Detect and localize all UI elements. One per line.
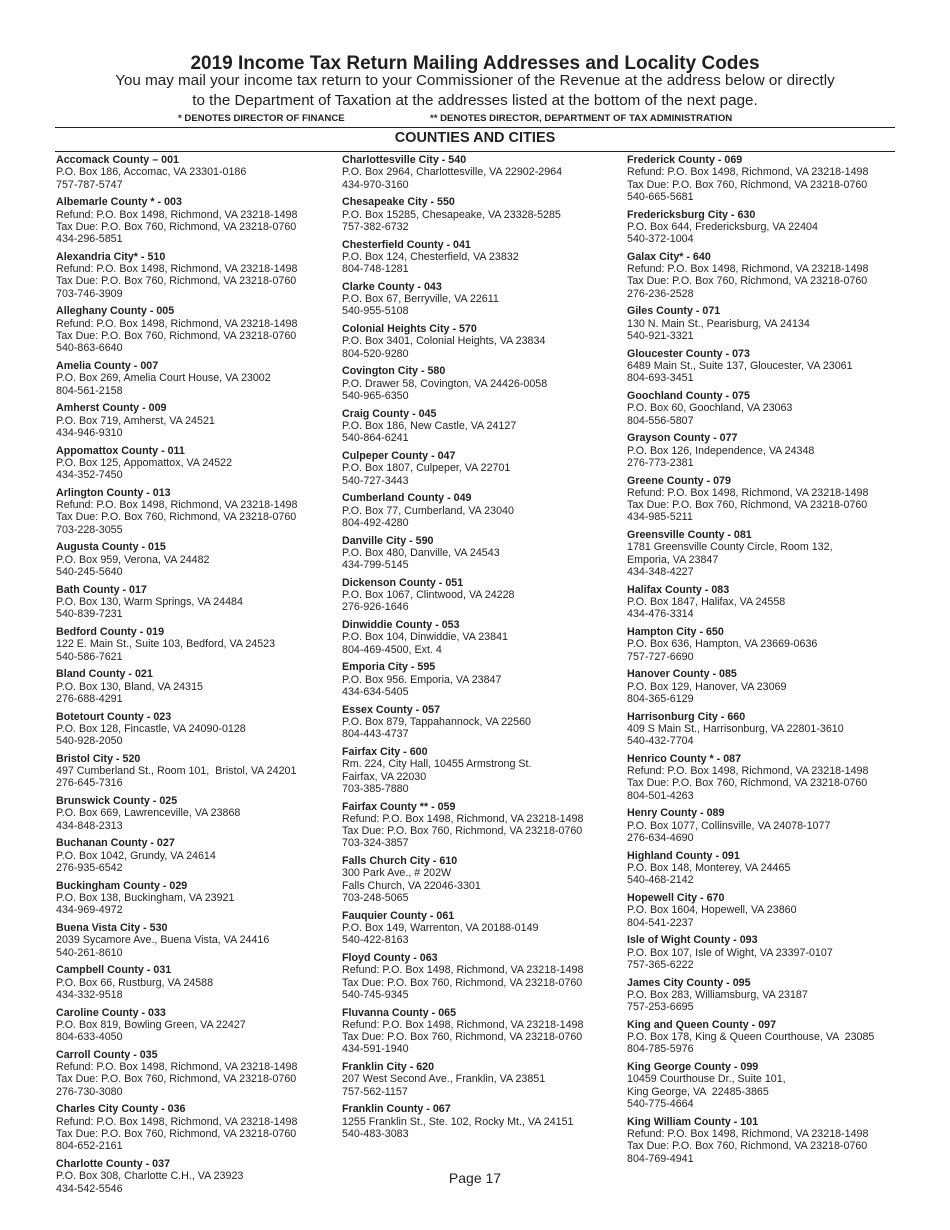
locality-name: Emporia City - 595 xyxy=(342,661,436,674)
locality-entry xyxy=(342,1103,617,1140)
locality-address-line: King George, VA 22485-3865 xyxy=(627,1085,769,1098)
locality-address-line: 804-469-4500, Ext. 4 xyxy=(342,643,442,656)
locality-address-line: 434-634-5405 xyxy=(342,685,409,698)
locality-address-line: P.O. Box 719, Amherst, VA 24521 xyxy=(56,414,215,427)
page-subtitle xyxy=(0,71,950,111)
locality-address-line: P.O. Box 1077, Collinsville, VA 24078-1077 xyxy=(627,819,831,832)
locality-name: Halifax County - 083 xyxy=(627,583,730,596)
locality-address-line: 804-541-2237 xyxy=(627,916,694,929)
locality-entry xyxy=(627,529,902,578)
locality-address-line: Refund: P.O. Box 1498, Richmond, VA 23218-1498 xyxy=(56,208,298,221)
locality-address-line: Tax Due: P.O. Box 760, Richmond, VA 23218-0760 xyxy=(56,1127,297,1140)
locality-address-line: P.O. Box 879, Tappahannock, VA 22560 xyxy=(342,715,531,728)
locality-name: Cumberland County - 049 xyxy=(342,492,472,505)
locality-name: Franklin City - 620 xyxy=(342,1061,435,1074)
locality-address-line: 434-848-2313 xyxy=(56,819,123,832)
locality-entry xyxy=(342,492,617,529)
section-heading: COUNTIES AND CITIES xyxy=(394,130,556,146)
locality-entry xyxy=(342,154,617,191)
locality-entry xyxy=(342,323,617,360)
locality-entry xyxy=(627,934,902,971)
locality-name: Danville City - 590 xyxy=(342,534,434,547)
locality-address-line: Refund: P.O. Box 1498, Richmond, VA 23218-1498 xyxy=(627,486,869,499)
locality-address-line: P.O. Box 186, New Castle, VA 24127 xyxy=(342,419,517,432)
locality-name: Grayson County - 077 xyxy=(627,432,738,445)
locality-address-line: 540-483-3083 xyxy=(342,1127,409,1140)
locality-address-line: 540-665-5681 xyxy=(627,190,694,203)
note-director-of-finance: * DENOTES DIRECTOR OF FINANCE xyxy=(178,113,345,124)
locality-name: Fairfax City - 600 xyxy=(342,745,428,758)
locality-address-line: P.O. Box 107, Isle of Wight, VA 23397-0107 xyxy=(627,946,833,959)
locality-address-line: P.O. Box 149, Warrenton, VA 20188-0149 xyxy=(342,921,539,934)
locality-address-line: P.O. Box 2964, Charlottesville, VA 22902-2964 xyxy=(342,166,563,179)
locality-name: Charlotte County - 037 xyxy=(56,1157,171,1170)
locality-entry xyxy=(56,1007,331,1044)
locality-address-line: P.O. Box 3401, Colonial Heights, VA 23834 xyxy=(342,335,546,348)
locality-address-line: 409 S Main St., Harrisonburg, VA 22801-3610 xyxy=(627,722,844,735)
locality-address-line: Tax Due: P.O. Box 760, Richmond, VA 23218-0760 xyxy=(56,220,297,233)
locality-address-line: 540-965-6350 xyxy=(342,390,409,402)
locality-name: Alexandria City* - 510 xyxy=(56,250,166,263)
locality-name: Albemarle County * - 003 xyxy=(56,196,182,209)
locality-address-line: P.O. Box 148, Monterey, VA 24465 xyxy=(627,862,791,874)
locality-entry xyxy=(56,964,331,1001)
locality-address-line: 434-332-9518 xyxy=(56,988,123,1001)
locality-entry xyxy=(627,251,902,300)
locality-name: Campbell County - 031 xyxy=(56,964,172,977)
locality-name: Falls Church City - 610 xyxy=(342,855,458,868)
locality-name: Dinwiddie County - 053 xyxy=(342,619,460,632)
divider-bottom xyxy=(55,151,895,152)
locality-address-line: 804-785-5976 xyxy=(627,1043,694,1056)
locality-entry xyxy=(56,626,331,663)
locality-entry xyxy=(342,855,617,904)
locality-entry xyxy=(627,668,902,705)
locality-entry xyxy=(56,251,331,300)
locality-column-2 xyxy=(342,154,617,1146)
locality-address-line: 757-365-6222 xyxy=(627,958,694,971)
page-number: Page 17 xyxy=(448,1170,502,1186)
locality-address-line: 276-236-2528 xyxy=(627,287,694,300)
locality-address-line: Refund: P.O. Box 1498, Richmond, VA 23218-1498 xyxy=(56,499,298,512)
locality-address-line: 804-365-6129 xyxy=(627,692,694,705)
locality-address-line: Tax Due: P.O. Box 760, Richmond, VA 23218-0760 xyxy=(56,1073,297,1086)
locality-address-line: Refund: P.O. Box 1498, Richmond, VA 23218-1498 xyxy=(627,166,869,179)
locality-address-line: 276-645-7316 xyxy=(56,777,123,790)
locality-address-line: 1255 Franklin St., Ste. 102, Rocky Mt., VA 24151 xyxy=(342,1115,574,1128)
locality-address-line: 434-970-3160 xyxy=(342,178,409,191)
locality-entry xyxy=(56,795,331,832)
locality-entry xyxy=(56,1103,331,1152)
locality-address-line: P.O. Box 644, Fredericksburg, VA 22404 xyxy=(627,220,818,233)
locality-address-line: P.O. Box 819, Bowling Green, VA 22427 xyxy=(56,1018,246,1031)
locality-entry xyxy=(342,450,617,487)
locality-entry xyxy=(342,910,617,947)
locality-address-line: 540-727-3443 xyxy=(342,474,409,487)
locality-name: Arlington County - 013 xyxy=(56,486,171,499)
locality-entry xyxy=(56,487,331,536)
locality-name: Bland County - 021 xyxy=(56,668,153,681)
locality-column-3 xyxy=(627,154,902,1170)
locality-entry xyxy=(342,746,617,795)
locality-address-line: 757-253-6695 xyxy=(627,1001,694,1014)
locality-address-line: 434-946-9310 xyxy=(56,426,123,439)
locality-address-line: 540-745-9345 xyxy=(342,988,409,1001)
locality-name: Craig County - 045 xyxy=(342,407,437,420)
locality-entry xyxy=(342,704,617,741)
locality-address-line: 434-476-3314 xyxy=(627,608,694,621)
locality-address-line: P.O. Box 956. Emporia, VA 23847 xyxy=(342,673,502,686)
locality-address-line: P.O. Box 15285, Chesapeake, VA 23328-5285 xyxy=(342,208,561,221)
locality-address-line: 703-324-3857 xyxy=(342,837,409,850)
locality-entry xyxy=(56,541,331,578)
locality-entry xyxy=(627,154,902,203)
locality-address-line: Fairfax, VA 22030 xyxy=(342,770,427,783)
locality-address-line: P.O. Box 1604, Hopewell, VA 23860 xyxy=(627,904,797,917)
note-director-tax-administration: ** DENOTES DIRECTOR, DEPARTMENT OF TAX ADMINISTRATION xyxy=(430,113,733,124)
locality-address-line: 122 E. Main St., Suite 103, Bedford, VA 24523 xyxy=(56,638,276,651)
locality-address-line: Tax Due: P.O. Box 760, Richmond, VA 23218-0760 xyxy=(56,511,297,524)
locality-address-line: P.O. Box 67, Berryville, VA 22611 xyxy=(342,293,499,306)
locality-entry xyxy=(56,196,331,245)
locality-address-line: 540-586-7621 xyxy=(56,650,123,663)
locality-address-line: Refund: P.O. Box 1498, Richmond, VA 23218-1498 xyxy=(56,1061,298,1074)
locality-address-line: 540-775-4664 xyxy=(627,1098,694,1110)
locality-address-line: 1781 Greensville County Circle, Room 132, xyxy=(627,541,833,554)
divider-top xyxy=(55,127,895,128)
locality-entry xyxy=(342,801,617,850)
locality-address-line: 540-468-2142 xyxy=(627,874,694,887)
locality-address-line: 540-863-6640 xyxy=(56,342,123,355)
locality-entry xyxy=(342,619,617,656)
locality-address-line: 703-385-7880 xyxy=(342,782,409,795)
locality-address-line: Tax Due: P.O. Box 760, Richmond, VA 23218-0760 xyxy=(342,1031,583,1044)
locality-address-line: 540-864-6241 xyxy=(342,432,409,445)
locality-address-line: P.O. Box 138, Buckingham, VA 23921 xyxy=(56,891,235,904)
locality-address-line: 804-769-4941 xyxy=(627,1152,694,1165)
locality-address-line: 540-422-8163 xyxy=(342,934,409,947)
locality-address-line: 434-591-1940 xyxy=(342,1043,409,1056)
locality-name: Charles City County - 036 xyxy=(56,1103,186,1116)
locality-entry xyxy=(342,281,617,318)
locality-entry xyxy=(342,239,617,276)
locality-address-line: 2039 Sycamore Ave., Buena Vista, VA 24416 xyxy=(56,934,270,947)
locality-address-line: P.O. Box 308, Charlotte C.H., VA 23923 xyxy=(56,1170,244,1183)
locality-entry xyxy=(627,1019,902,1056)
locality-entry xyxy=(627,348,902,385)
locality-name: Floyd County - 063 xyxy=(342,951,438,964)
locality-name: King George County - 099 xyxy=(627,1061,759,1074)
locality-address-line: 276-634-4690 xyxy=(627,832,694,845)
locality-address-line: Refund: P.O. Box 1498, Richmond, VA 23218-1498 xyxy=(342,812,584,825)
locality-entry xyxy=(627,892,902,929)
locality-address-line: 10459 Courthouse Dr., Suite 101, xyxy=(627,1073,786,1086)
locality-address-line: 434-296-5851 xyxy=(56,233,123,246)
locality-address-line: Tax Due: P.O. Box 760, Richmond, VA 23218-0760 xyxy=(627,1140,868,1153)
subtitle-line-1: You may mail your income tax return to your Commissioner of the Revenue at the address below or directly xyxy=(115,72,835,89)
locality-name: Augusta County - 015 xyxy=(56,541,166,554)
locality-address-line: P.O. Box 60, Goochland, VA 23063 xyxy=(627,402,793,415)
locality-entry xyxy=(56,402,331,439)
locality-address-line: P.O. Box 130, Bland, VA 24315 xyxy=(56,680,203,693)
locality-name: Fredericksburg City - 630 xyxy=(627,208,756,221)
locality-address-line: Refund: P.O. Box 1498, Richmond, VA 23218-1498 xyxy=(627,765,869,778)
locality-entry xyxy=(627,432,902,469)
locality-address-line: Tax Due: P.O. Box 760, Richmond, VA 23218-0760 xyxy=(342,976,583,989)
locality-name: Hampton City - 650 xyxy=(627,626,724,638)
locality-name: Bath County - 017 xyxy=(56,583,147,596)
locality-name: Amelia County - 007 xyxy=(56,360,159,373)
locality-name: Covington City - 580 xyxy=(342,365,446,378)
locality-name: Bedford County - 019 xyxy=(56,626,165,638)
locality-entry xyxy=(342,408,617,445)
locality-name: Botetourt County - 023 xyxy=(56,710,172,723)
locality-name: Greene County - 079 xyxy=(627,474,731,487)
locality-name: Caroline County - 033 xyxy=(56,1006,166,1019)
locality-address-line: P.O. Box 1042, Grundy, VA 24614 xyxy=(56,849,216,862)
locality-name: Buckingham County - 029 xyxy=(56,879,188,892)
locality-address-line: 130 N. Main St., Pearisburg, VA 24134 xyxy=(627,317,810,330)
locality-address-line: Tax Due: P.O. Box 760, Richmond, VA 23218-0760 xyxy=(627,777,868,790)
locality-address-line: P.O. Box 669, Lawrenceville, VA 23868 xyxy=(56,807,241,820)
locality-address-line: Refund: P.O. Box 1498, Richmond, VA 23218-1498 xyxy=(627,263,869,276)
locality-name: King and Queen County - 097 xyxy=(627,1018,777,1031)
locality-address-line: 434-985-5211 xyxy=(627,511,693,524)
locality-address-line: P.O. Box 104, Dinwiddie, VA 23841 xyxy=(342,631,508,644)
locality-address-line: 757-562-1157 xyxy=(342,1085,408,1098)
locality-address-line: 804-501-4263 xyxy=(627,789,694,802)
locality-entry xyxy=(627,390,902,427)
locality-entry xyxy=(342,365,617,402)
locality-address-line: P.O. Box 269, Amelia Court House, VA 23002 xyxy=(56,372,271,385)
locality-address-line: 540-432-7704 xyxy=(627,735,694,748)
locality-entry xyxy=(342,1061,617,1098)
locality-address-line: 276-688-4291 xyxy=(56,692,123,705)
locality-address-line: 6489 Main St., Suite 137, Gloucester, VA 23061 xyxy=(627,360,853,373)
locality-entry xyxy=(56,668,331,705)
locality-entry xyxy=(627,1061,902,1110)
locality-name: Fauquier County - 061 xyxy=(342,909,455,922)
locality-name: Accomack County – 001 xyxy=(56,154,179,166)
locality-address-line: 757-382-6732 xyxy=(342,220,409,233)
locality-address-line: 757-787-5747 xyxy=(56,178,123,191)
locality-name: Greensville County - 081 xyxy=(627,529,752,542)
locality-name: Hanover County - 085 xyxy=(627,668,737,681)
locality-address-line: 804-561-2158 xyxy=(56,384,123,397)
locality-address-line: P.O. Box 124, Chesterfield, VA 23832 xyxy=(342,250,519,263)
locality-name: Chesapeake City - 550 xyxy=(342,196,455,209)
locality-name: Colonial Heights City - 570 xyxy=(342,323,477,336)
locality-address-line: 540-261-8610 xyxy=(56,946,123,959)
locality-entry xyxy=(56,837,331,874)
locality-name: Frederick County - 069 xyxy=(627,154,743,166)
locality-address-line: P.O. Box 125, Appomattox, VA 24522 xyxy=(56,456,233,469)
locality-name: Chesterfield County - 041 xyxy=(342,238,471,251)
locality-address-line: 540-921-3321 xyxy=(627,330,694,343)
locality-address-line: Rm. 224, City Hall, 10455 Armstrong St. xyxy=(342,758,532,771)
locality-address-line: P.O. Box 129, Hanover, VA 23069 xyxy=(627,680,787,693)
locality-address-line: P.O. Box 130, Warm Springs, VA 24484 xyxy=(56,596,243,609)
locality-name: Dickenson County - 051 xyxy=(342,576,464,589)
locality-entry xyxy=(627,711,902,748)
locality-entry xyxy=(56,584,331,621)
locality-name: Clarke County - 043 xyxy=(342,280,442,293)
locality-address-line: Refund: P.O. Box 1498, Richmond, VA 23218-1498 xyxy=(56,317,298,330)
locality-name: Culpeper County - 047 xyxy=(342,449,456,462)
locality-address-line: 804-443-4737 xyxy=(342,728,409,741)
locality-address-line: Tax Due: P.O. Box 760, Richmond, VA 23218-0760 xyxy=(342,825,583,838)
locality-name: Fluvanna County - 065 xyxy=(342,1006,457,1019)
locality-entry xyxy=(627,850,902,887)
locality-address-line: 540-839-7231 xyxy=(56,608,123,621)
locality-address-line: 300 Park Ave., # 202W xyxy=(342,867,452,880)
locality-entry xyxy=(342,1007,617,1056)
locality-address-line: Emporia, VA 23847 xyxy=(627,553,719,566)
locality-address-line: 434-352-7450 xyxy=(56,469,123,482)
locality-address-line: 804-652-2161 xyxy=(56,1140,123,1153)
locality-entry xyxy=(56,360,331,397)
locality-entry xyxy=(627,209,902,246)
locality-name: Buchanan County - 027 xyxy=(56,837,175,850)
locality-address-line: 276-730-3080 xyxy=(56,1085,123,1098)
locality-address-line: P.O. Box 178, King & Queen Courthouse, VA 23085 xyxy=(627,1031,875,1044)
locality-address-line: 804-633-4050 xyxy=(56,1031,123,1044)
locality-name: Henry County - 089 xyxy=(627,807,725,820)
locality-entry xyxy=(627,977,902,1014)
locality-name: Isle of Wight County - 093 xyxy=(627,934,758,947)
locality-name: Giles County - 071 xyxy=(627,305,721,318)
locality-address-line: Falls Church, VA 22046-3301 xyxy=(342,879,481,892)
locality-address-line: 540-372-1004 xyxy=(627,233,694,246)
locality-name: King William County - 101 xyxy=(627,1115,759,1128)
locality-address-line: P.O. Box 1807, Culpeper, VA 22701 xyxy=(342,462,511,475)
locality-address-line: 276-773-2381 xyxy=(627,456,694,469)
locality-address-line: 703-746-3909 xyxy=(56,287,123,300)
locality-address-line: 804-556-5807 xyxy=(627,414,694,427)
locality-address-line: P.O. Box 1847, Halifax, VA 24558 xyxy=(627,596,786,609)
locality-entry xyxy=(627,1116,902,1165)
locality-entry xyxy=(56,445,331,482)
locality-name: Galax City* - 640 xyxy=(627,250,711,263)
locality-address-line: 497 Cumberland St., Room 101, Bristol, VA 24201 xyxy=(56,765,297,778)
locality-address-line: Refund: P.O. Box 1498, Richmond, VA 23218-1498 xyxy=(342,964,584,977)
locality-address-line: 434-799-5145 xyxy=(342,559,409,572)
locality-name: Harrisonburg City - 660 xyxy=(627,710,746,723)
locality-address-line: 804-748-1281 xyxy=(342,263,409,276)
locality-name: Franklin County - 067 xyxy=(342,1103,451,1116)
locality-name: Carroll County - 035 xyxy=(56,1048,158,1061)
subtitle-line-2: to the Department of Taxation at the addresses listed at the bottom of the next page. xyxy=(192,92,758,109)
locality-name: Brunswick County - 025 xyxy=(56,795,178,808)
locality-address-line: 804-693-3451 xyxy=(627,372,694,385)
locality-address-line: 276-926-1646 xyxy=(342,601,409,614)
locality-name: Alleghany County - 005 xyxy=(56,305,175,318)
locality-address-line: Tax Due: P.O. Box 760, Richmond, VA 23218-0760 xyxy=(56,330,297,343)
locality-name: Buena Vista City - 530 xyxy=(56,921,168,934)
locality-address-line: Refund: P.O. Box 1498, Richmond, VA 23218-1498 xyxy=(56,1115,298,1128)
locality-address-line: 540-955-5108 xyxy=(342,305,409,318)
locality-address-line: 757-727-6690 xyxy=(627,650,694,663)
locality-address-line: 276-935-6542 xyxy=(56,862,123,874)
locality-entry xyxy=(56,305,331,354)
locality-address-line: P.O. Box 1067, Clintwood, VA 24228 xyxy=(342,589,515,602)
locality-address-line: 434-969-4972 xyxy=(56,904,123,917)
locality-name: Appomattox County - 011 xyxy=(56,444,185,457)
locality-entry xyxy=(56,1049,331,1098)
locality-address-line: P.O. Box 480, Danville, VA 24543 xyxy=(342,546,500,559)
locality-name: James City County - 095 xyxy=(627,976,751,989)
locality-name: Goochland County - 075 xyxy=(627,390,750,402)
locality-name: Gloucester County - 073 xyxy=(627,347,750,360)
locality-entry xyxy=(342,952,617,1001)
locality-address-line: Refund: P.O. Box 1498, Richmond, VA 23218-1498 xyxy=(56,263,298,276)
locality-name: Amherst County - 009 xyxy=(56,402,167,415)
locality-name: Highland County - 091 xyxy=(627,849,740,862)
locality-entry xyxy=(56,880,331,917)
locality-address-line: P.O. Box 186, Accomac, VA 23301-0186 xyxy=(56,166,247,179)
locality-column-1 xyxy=(56,154,331,1200)
locality-address-line: Tax Due: P.O. Box 760, Richmond, VA 23218-0760 xyxy=(627,178,868,191)
locality-entry xyxy=(627,753,902,802)
locality-address-line: P.O. Box 126, Independence, VA 24348 xyxy=(627,444,815,457)
locality-address-line: 207 West Second Ave., Franklin, VA 23851 xyxy=(342,1073,546,1086)
locality-address-line: P.O. Box 77, Cumberland, VA 23040 xyxy=(342,504,514,517)
locality-address-line: Tax Due: P.O. Box 760, Richmond, VA 23218-0760 xyxy=(627,499,868,512)
locality-address-line: P.O. Box 66, Rustburg, VA 24588 xyxy=(56,976,214,989)
locality-name: Hopewell City - 670 xyxy=(627,891,725,904)
locality-entry xyxy=(627,626,902,663)
locality-entry xyxy=(342,661,617,698)
locality-address-line: 703-248-5065 xyxy=(342,891,409,904)
locality-address-line: P.O. Box 128, Fincastle, VA 24090-0128 xyxy=(56,722,246,735)
locality-address-line: 703-228-3055 xyxy=(56,523,123,536)
locality-entry xyxy=(342,535,617,572)
locality-entry xyxy=(56,753,331,790)
locality-address-line: 804-520-9280 xyxy=(342,347,409,360)
locality-entry xyxy=(56,154,331,191)
locality-name: Henrico County * - 087 xyxy=(627,752,742,765)
locality-address-line: P.O. Box 636, Hampton, VA 23669-0636 xyxy=(627,638,818,651)
locality-address-line: P.O. Box 283, Williamsburg, VA 23187 xyxy=(627,988,808,1001)
locality-entry xyxy=(627,584,902,621)
locality-name: Bristol City - 520 xyxy=(56,752,141,765)
locality-address-line: Refund: P.O. Box 1498, Richmond, VA 23218-1498 xyxy=(627,1127,869,1140)
locality-address-line: Tax Due: P.O. Box 760, Richmond, VA 23218-0760 xyxy=(627,275,868,288)
locality-entry xyxy=(627,807,902,844)
page-title: 2019 Income Tax Return Mailing Addresses and Locality Codes xyxy=(190,53,760,74)
locality-address-line: Tax Due: P.O. Box 760, Richmond, VA 23218-0760 xyxy=(56,275,297,288)
locality-address-line: P.O. Box 959, Verona, VA 24482 xyxy=(56,553,210,566)
locality-address-line: 540-245-5640 xyxy=(56,566,123,579)
locality-address-line: Refund: P.O. Box 1498, Richmond, VA 23218-1498 xyxy=(342,1018,584,1031)
locality-entry xyxy=(342,196,617,233)
locality-entry xyxy=(342,577,617,614)
locality-name: Fairfax County ** - 059 xyxy=(342,800,456,813)
locality-address-line: 434-348-4227 xyxy=(627,566,694,579)
locality-address-line: 540-928-2050 xyxy=(56,735,123,748)
locality-entry xyxy=(627,475,902,524)
locality-name: Charlottesville City - 540 xyxy=(342,154,467,166)
locality-entry xyxy=(56,922,331,959)
locality-entry xyxy=(56,711,331,748)
locality-address-line: 434-542-5546 xyxy=(56,1182,123,1195)
locality-name: Essex County - 057 xyxy=(342,703,441,716)
locality-address-line: P.O. Drawer 58, Covington, VA 24426-0058 xyxy=(342,377,548,390)
locality-entry xyxy=(627,305,902,342)
locality-address-line: 804-492-4280 xyxy=(342,516,409,529)
